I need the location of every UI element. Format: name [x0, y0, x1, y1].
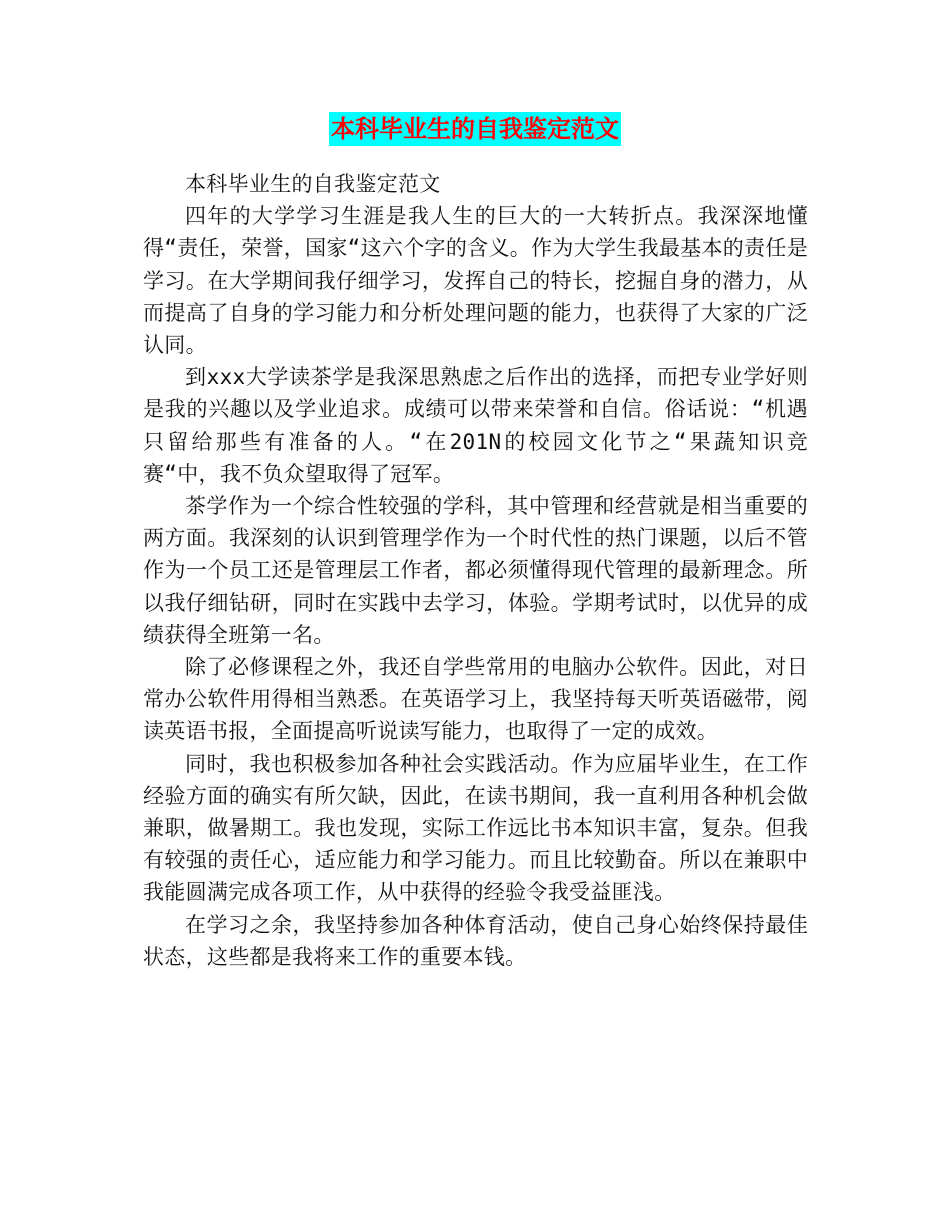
document-title: 本科毕业生的自我鉴定范文 — [329, 112, 621, 146]
paragraph-6: 在学习之余，我坚持参加各种体育活动，使自己身心始终保持最佳状态，这些都是我将来工作的重要本钱。 — [143, 912, 808, 969]
paragraph-4: 除了必修课程之外，我还自学些常用的电脑办公软件。因此，对日常办公软件用得相当熟悉。在英语学习上，我坚持每天听英语磁带，阅读英语书报，全面提高听说读写能力，也取得了一定的成效。 — [143, 655, 808, 744]
paragraph-subtitle: 本科毕业生的自我鉴定范文 — [185, 172, 441, 196]
document-body — [143, 168, 808, 973]
paragraph-1: 四年的大学学习生涯是我人生的巨大的一大转折点。我深深地懂得“责任，荣誉，国家“这六个字的含义。作为大学生我最基本的责任是学习。在大学期间我仔细学习，发挥自己的特长，挖掘自身的潜力，从而提高了自身的学习能力和分析处理问题的能力，也获得了大家的广泛认同。 — [143, 204, 808, 358]
paragraph-3: 茶学作为一个综合性较强的学科，其中管理和经营就是相当重要的两方面。我深刻的认识到管理学作为一个时代性的热门课题，以后不管作为一个员工还是管理层工作者，都必须懂得现代管理的最新理念。所以我仔细钻研，同时在实践中去学习，体验。学期考试时，以优异的成绩获得全班第一名。 — [143, 494, 808, 647]
paragraph-5: 同时，我也积极参加各种社会实践活动。作为应届毕业生，在工作经验方面的确实有所欠缺，因此，在读书期间，我一直利用各种机会做兼职，做暑期工。我也发现，实际工作远比书本知识丰富，复杂。但我有较强的责任心，适应能力和学习能力。而且比较勤奋。所以在兼职中我能圆满完成各项工作，从中获得的经验令我受益匪浅。 — [143, 751, 808, 905]
paragraph-2: 到xxx大学读茶学是我深思熟虑之后作出的选择，而把专业学好则是我的兴趣以及学业追求。成绩可以带来荣誉和自信。俗话说：“机遇只留给那些有准备的人。“在201N的校园文化节之“果蔬知识竞赛“中，我不负众望取得了冠军。 — [143, 365, 808, 486]
title-container — [0, 112, 950, 146]
